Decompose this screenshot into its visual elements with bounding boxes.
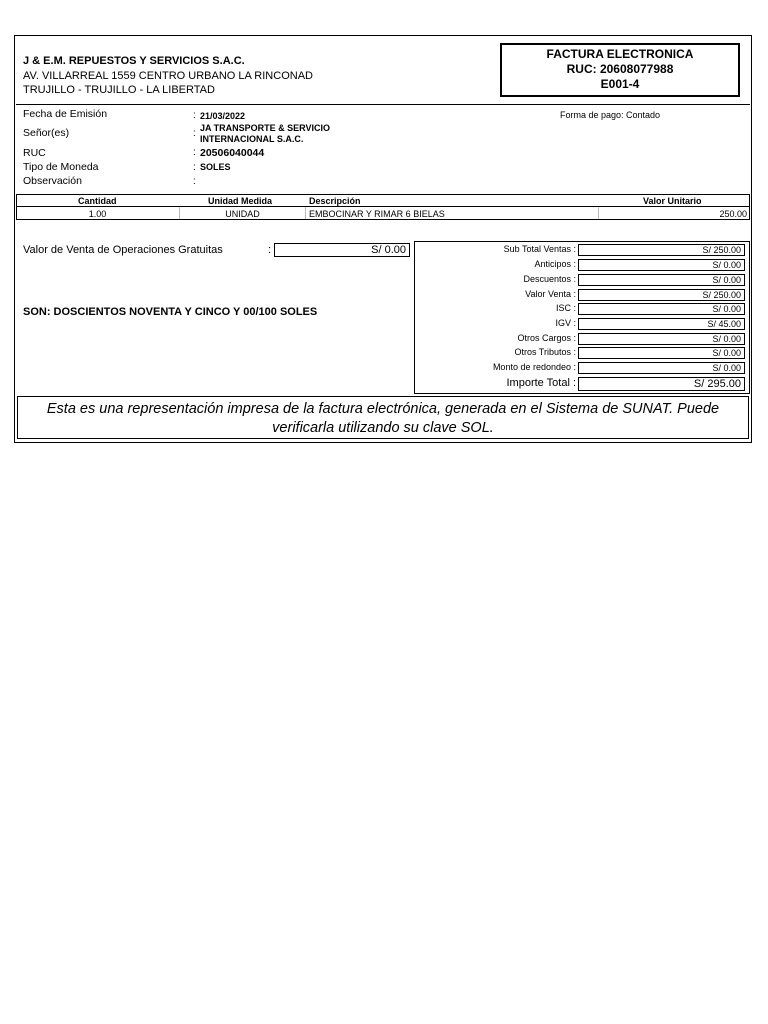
valor-venta-value: S/ 250.00	[578, 289, 745, 301]
importe-total-value: S/ 295.00	[578, 377, 745, 391]
moneda-label: Tipo de Moneda	[23, 161, 99, 173]
ruc-colon: :	[193, 147, 196, 158]
otros-cargos-label: Otros Cargos :	[517, 333, 576, 343]
col-divider	[305, 207, 306, 219]
descuentos-value: S/ 0.00	[578, 274, 745, 286]
senor-value-line2: INTERNACIONAL S.A.C.	[200, 134, 304, 144]
subtotal-label: Sub Total Ventas :	[503, 244, 576, 254]
moneda-value: SOLES	[200, 162, 231, 172]
td-cantidad: 1.00	[88, 209, 107, 219]
gratuitas-label: Valor de Venta de Operaciones Gratuitas	[23, 244, 223, 256]
invoice-header-box	[500, 43, 740, 97]
isc-value: S/ 0.00	[578, 303, 745, 315]
anticipos-value: S/ 0.00	[578, 259, 745, 271]
amount-in-words: SON: DOSCIENTOS NOVENTA Y CINCO Y 00/100 SOLES	[23, 306, 318, 318]
igv-label: IGV :	[555, 318, 576, 328]
importe-total-label: Importe Total :	[506, 377, 576, 389]
otros-cargos-value: S/ 0.00	[578, 333, 745, 345]
company-name: J & E.M. REPUESTOS Y SERVICIOS S.A.C.	[23, 55, 245, 67]
senor-label: Señor(es)	[23, 127, 70, 139]
th-unidad: Unidad Medida	[208, 196, 273, 206]
otros-tributos-label: Otros Tributos :	[514, 347, 576, 357]
observacion-colon: :	[193, 176, 196, 187]
sunat-notice-line1: Esta es una representación impresa de la factura electrónica, generada en el Sistema de SUNAT. Puede	[46, 401, 720, 417]
senor-colon: :	[193, 128, 196, 139]
otros-tributos-value: S/ 0.00	[578, 347, 745, 359]
redondeo-label: Monto de redondeo :	[492, 362, 576, 372]
fecha-label: Fecha de Emisión	[23, 108, 108, 120]
td-valor: 250.00	[719, 209, 747, 219]
company-city: TRUJILLO - TRUJILLO - LA LIBERTAD	[23, 84, 215, 96]
anticipos-label: Anticipos :	[534, 259, 576, 269]
td-descripcion: EMBOCINAR Y RIMAR 6 BIELAS	[309, 209, 445, 219]
invoice-type: FACTURA ELECTRONICA	[546, 47, 694, 61]
gratuitas-value: S/ 0.00	[274, 243, 410, 257]
fecha-value: 21/03/2022	[200, 111, 246, 121]
senor-value-line1: JA TRANSPORTE & SERVICIO	[200, 123, 331, 133]
td-unidad: UNIDAD	[225, 209, 260, 219]
isc-label: ISC :	[555, 303, 576, 313]
th-cantidad: Cantidad	[78, 196, 117, 206]
company-address: AV. VILLARREAL 1559 CENTRO URBANO LA RINCONAD	[23, 70, 313, 82]
sunat-notice	[17, 396, 749, 439]
redondeo-value: S/ 0.00	[578, 362, 745, 374]
valor-venta-label: Valor Venta :	[525, 289, 576, 299]
ruc-value: 20506040044	[200, 147, 265, 159]
th-valor: Valor Unitario	[643, 196, 702, 206]
sunat-notice-line2: verificarla utilizando su clave SOL.	[272, 420, 494, 436]
fecha-colon: :	[193, 110, 196, 121]
invoice-number: E001-4	[600, 77, 640, 91]
igv-value: S/ 45.00	[578, 318, 745, 330]
items-header-divider	[16, 206, 750, 207]
descuentos-label: Descuentos :	[523, 274, 576, 284]
invoice-ruc: RUC: 20608077988	[566, 62, 674, 76]
observacion-label: Observación	[23, 175, 82, 187]
th-descripcion: Descripción	[309, 196, 361, 206]
forma-pago: Forma de pago: Contado	[560, 110, 661, 120]
gratuitas-colon: :	[268, 244, 272, 256]
subtotal-value: S/ 250.00	[578, 244, 745, 256]
ruc-label: RUC	[23, 147, 46, 159]
divider	[16, 104, 750, 105]
moneda-colon: :	[193, 162, 196, 173]
